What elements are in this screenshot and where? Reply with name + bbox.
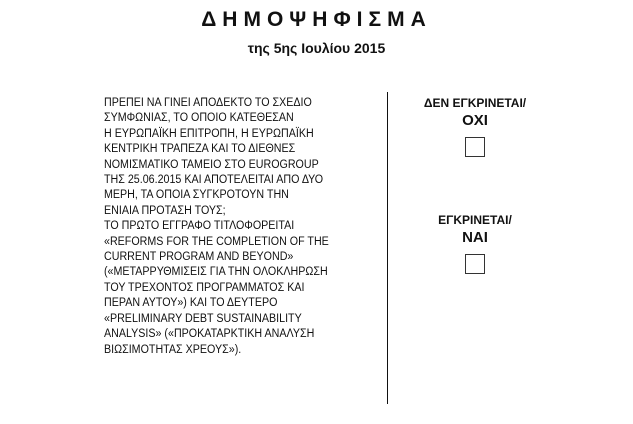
question-line: («ΜΕΤΑΡΡΥΘΜΙΣΕΙΣ ΓΙΑ ΤΗΝ ΟΛΟΚΛΗΡΩΣΗ <box>104 266 328 279</box>
question-line: «REFORMS FOR THE COMPLETION OF THE <box>104 235 329 248</box>
question-line: ΒΙΩΣΙΜΟΤΗΤΑΣ ΧΡΕΟΥΣ»). <box>104 343 242 356</box>
question-line: Η ΕΥΡΩΠΑΪΚΗ ΕΠΙΤΡΟΠΗ, Η ΕΥΡΩΠΑΪΚΗ <box>104 127 314 140</box>
option-no <box>400 95 550 157</box>
option-no-checkbox[interactable] <box>465 137 485 157</box>
question-line: ΤΗΣ 25.06.2015 ΚΑΙ ΑΠΟΤΕΛΕΙΤΑΙ ΑΠΟ ΔΥΟ <box>104 174 324 187</box>
referendum-question <box>104 96 355 358</box>
question-line: ΤΟ ΠΡΩΤΟ ΕΓΓΡΑΦΟ ΤΙΤΛΟΦΟΡΕΙΤΑΙ <box>104 220 295 233</box>
ballot-title: ΔΗΜΟΨΗΦΙΣΜΑ <box>201 8 432 31</box>
question-line: ΝΟΜΙΣΜΑΤΙΚΟ ΤΑΜΕΙΟ ΣΤΟ EUROGROUP <box>104 158 319 171</box>
question-line: CURRENT PROGRAM AND BEYOND» <box>104 251 294 264</box>
vertical-divider <box>387 92 388 404</box>
option-yes-checkbox[interactable] <box>465 254 485 274</box>
option-no-label: ΟΧΙ <box>462 112 488 129</box>
question-line: «PRELIMINARY DEBT SUSTAINABILITY <box>104 312 302 325</box>
question-line: ΜΕΡΗ, ΤΑ ΟΠΟΙΑ ΣΥΓΚΡΟΤΟΥΝ ΤΗΝ <box>104 189 289 202</box>
question-line: ANALYSIS» («ΠΡΟΚΑΤΑΡΚΤΙΚΗ ΑΝΑΛΥΣΗ <box>104 328 315 341</box>
question-line: ΕΝΙΑΙΑ ΠΡΟΤΑΣΗ ΤΟΥΣ; <box>104 204 226 217</box>
question-line: ΚΕΝΤΡΙΚΗ ΤΡΑΠΕΖΑ ΚΑΙ ΤΟ ΔΙΕΘΝΕΣ <box>104 143 296 156</box>
option-no-label-greek: ΔΕΝ ΕΓΚΡΙΝΕΤΑΙ/ <box>423 96 527 110</box>
question-line: ΠΡΕΠΕΙ ΝΑ ΓΙΝΕΙ ΑΠΟΔΕΚΤΟ ΤΟ ΣΧΕΔΙΟ <box>104 97 312 109</box>
option-yes-label-greek: ΕΓΚΡΙΝΕΤΑΙ/ <box>438 213 512 227</box>
question-line: ΤΟΥ ΤΡΕΧΟΝΤΟΣ ΠΡΟΓΡΑΜΜΑΤΟΣ ΚΑΙ <box>104 281 305 294</box>
option-yes-label: ΝΑΙ <box>462 229 488 246</box>
question-line: ΠΕΡΑΝ ΑΥΤΟΥ») ΚΑΙ ΤΟ ΔΕΥΤΕΡΟ <box>104 297 278 310</box>
ballot-date: της 5ης Ιουλίου 2015 <box>247 40 386 56</box>
option-yes <box>400 212 550 274</box>
question-line: ΣΥΜΦΩΝΙΑΣ, ΤΟ ΟΠΟΙΟ ΚΑΤΕΘΕΣΑΝ <box>104 112 294 125</box>
